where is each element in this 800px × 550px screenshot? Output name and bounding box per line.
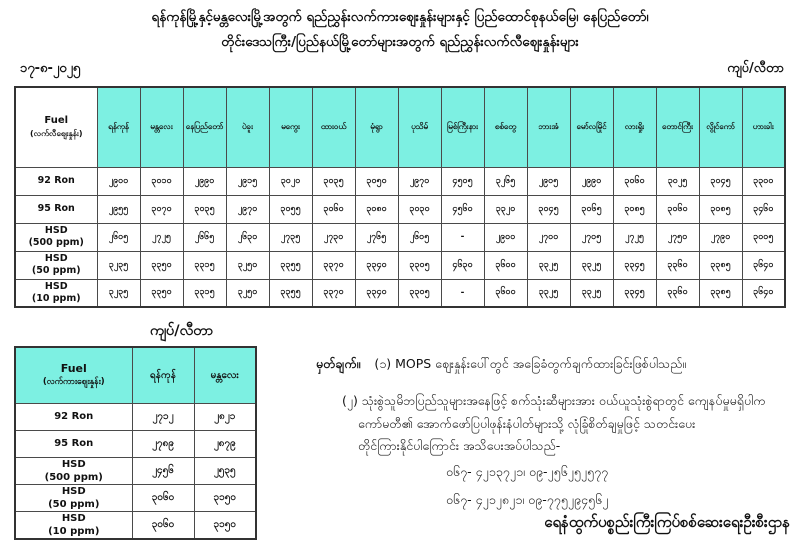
price-cell: ၃၆၀၀ [484,279,527,307]
price-row [15,251,785,279]
fuel-row-label: HSD (10 ppm) [15,511,132,539]
date-label: ၁၇-၈-၂၀၂၅ [20,61,81,76]
wholesale-table-body [15,403,256,539]
price-cell: ၃၃၅၅ [269,251,312,279]
city-header: ပဲခူး [226,87,269,167]
price-cell: ၂၇၁၂ [132,403,194,430]
price-cell: ၂၉၀၅ [527,167,570,195]
city-header: မကွေး [269,87,312,167]
unit-label-bottom: ကျပ်/လီတာ [150,323,214,339]
price-cell: ၂၉၇၀ [398,167,441,195]
price-cell: ၃၃၇၀ [312,279,355,307]
price-cell: ၂၉၇၀ [226,195,269,223]
price-cell: ၂၈၇၉ [194,430,256,457]
price-cell: ၃၁၅၀ [194,511,256,539]
price-cell: ၃၃၂၅ [527,251,570,279]
page-title-line2: တိုင်းဒေသကြီး/ပြည်နယ်မြို့တော်များအတွက် ရည်ညွှန်းလက်လီဈေးနှုန်းများ [221,34,579,50]
wholesale-header-row [15,347,256,403]
price-cell: ၂၉၁၅ [226,167,269,195]
city-header: ရန်ကုန် [97,87,140,167]
price-row [15,457,256,484]
price-cell: ၃၆၀၀ [484,251,527,279]
price-cell: ၂၉၀၀ [484,223,527,251]
price-cell: ၂၇၅၀ [656,223,699,251]
city-header: နေပြည်တော် [183,87,226,167]
price-cell: ၂၆၀၅ [398,223,441,251]
price-cell: ၃၃၄၀ [355,279,398,307]
price-cell: ၃၆၄၀ [742,279,785,307]
price-cell: ၄၆၃၀ [441,251,484,279]
price-row [15,195,785,223]
price-cell: ၃၀၄၅ [527,195,570,223]
fuel-row-label: 92 Ron [15,403,132,430]
department-signature: ရေနံထွက်ပစ္စည်းကြီးကြပ်စစ်ဆေးရေးဦးစီးဌာန [544,513,790,531]
city-header: ဘားအံ [527,87,570,167]
price-cell: ၃၃၀၅ [398,251,441,279]
notes-label: မှတ်ချက်။ [316,356,361,371]
retail-header-row [15,87,785,167]
price-cell: ၃၀၅၀ [355,167,398,195]
fuel-row-label: HSD (10 ppm) [15,279,97,307]
price-cell: ၂၇၃၀ [312,223,355,251]
phone-line-1: ၀၆၇- ၄၂၁၃၇၂၁၊ ၀၉-၂၅၆၂၅၂၅၇၇ [446,464,609,479]
price-cell: ၃၀၆၀ [613,167,656,195]
price-cell: ၃၃၄၅ [613,279,656,307]
note2-text-line: ကော်မတီ၏ အောက်ဖော်ပြပါဖုန်းနံပါတ်များသို့ လုံခြုံစိတ်ချမှုဖြင့် သတင်းပေး [358,415,696,431]
price-cell: ၂၈၂၁ [194,403,256,430]
city-header: ထားဝယ် [312,87,355,167]
phone-line-2: ၀၆၇- ၄၂၁၂၈၂၁၊ ၀၉-၇၇၅၂၉၄၅၆၂ [446,492,609,507]
city-header: မန္တလေး [194,347,256,403]
price-cell: ၃၃၁၅ [183,251,226,279]
city-header: မြစ်ကြီးနား [441,87,484,167]
price-cell: ၃၀၆၀ [312,195,355,223]
price-cell: ၃၀၂၅ [656,167,699,195]
price-cell: ၃၂၆၅ [484,167,527,195]
city-header: ဟားခါး [742,87,785,167]
price-cell: ၂၄၅၆ [132,457,194,484]
price-cell: ၃၃၀၀ [742,167,785,195]
city-header: လားရှိုး [613,87,656,167]
price-cell: ၂၇၃၅ [269,223,312,251]
price-row [15,430,256,457]
price-cell: ၃၀၀၅ [742,223,785,251]
city-header: စစ်တွေ [484,87,527,167]
note2-text-line: တိုင်ကြားနိုင်ပါကြောင်း အသိပေးအပ်ပါသည်- [358,438,561,453]
fuel-header-sub: (လက်ကားဈေးနှုန်း) [42,376,105,387]
price-cell: ၂၉၀၀ [97,167,140,195]
price-cell: ၄၅၀၅ [441,167,484,195]
price-row [15,167,785,195]
retail-table-body [15,167,785,307]
price-cell: ၂၇၂၅ [140,223,183,251]
price-cell: ၂၆၆၅ [183,223,226,251]
price-cell: ၂၇၂၅ [613,223,656,251]
price-cell: ၃၆၄၀ [742,251,785,279]
price-row [15,484,256,511]
price-cell: ၃၃၅၀ [140,251,183,279]
fuel-header-sub: (လက်လီဈေးနှုန်း) [30,128,83,138]
price-cell: ၃၃၆၀ [656,251,699,279]
price-row [15,511,256,539]
price-cell: ၃၀၈၀ [355,195,398,223]
price-cell: ၃၀၄၅ [699,167,742,195]
price-cell: ၄၅၆၀ [441,195,484,223]
price-cell: ၂၇၈၉ [132,430,194,457]
note-line-2 [342,390,800,458]
price-cell: ၃၃၅၅ [269,279,312,307]
price-cell: ၃၀၃၅ [312,167,355,195]
price-cell: ၂၆၀၅ [97,223,140,251]
price-cell: ၃၃၂၀ [484,195,527,223]
price-cell: ၃၃၈၅ [699,279,742,307]
price-cell: ၃၀၆၅ [570,195,613,223]
fuel-header-main: Fuel [60,361,87,375]
retail-price-table [14,86,786,308]
fuel-row-label: HSD (50 ppm) [15,484,132,511]
price-row [15,223,785,251]
price-cell: ၃၃၄၀ [355,251,398,279]
city-header: မုံရွာ [355,87,398,167]
fuel-column-header [15,347,132,403]
price-cell: ၂၇၆၅ [355,223,398,251]
price-cell: ၃၀၇၀ [140,195,183,223]
price-cell: ၃၃၂၅ [570,279,613,307]
price-cell: ၂၅၃၅ [194,457,256,484]
fuel-row-label: 95 Ron [15,195,97,223]
price-cell: ၃၂၃၅ [97,279,140,307]
city-header: မန္တလေး [140,87,183,167]
price-cell: ၃၄၆၀ [742,195,785,223]
price-cell: ၃၀၃၅ [183,195,226,223]
fuel-column-header [15,87,97,167]
price-cell: ၃၃၇၀ [312,251,355,279]
note2-text-line: (၂) သုံးစွဲသူမိဘပြည်သူများအနေဖြင့် စက်သုံးဆီများအား ဝယ်ယူသုံးစွဲရာတွင် ကျေနပ်မှုမရှိပါက [342,393,766,408]
fuel-row-label: HSD (500 ppm) [15,223,97,251]
note1-text: (၁) MOPS ဈေးနှုန်းပေါ်တွင် အခြေခံတွက်ချက်ထားခြင်းဖြစ်ပါသည်။ [374,356,687,371]
unit-label-top: ကျပ်/လီတာ [727,61,784,76]
price-cell: - [441,279,484,307]
fuel-row-label: 92 Ron [15,167,97,195]
fuel-row-label: HSD (50 ppm) [15,251,97,279]
price-cell: ၃၀၈၅ [699,195,742,223]
price-cell: ၂၉၅၅ [97,195,140,223]
price-cell: ၃၃၅၀ [140,279,183,307]
city-header: တောင်ကြီး [656,87,699,167]
price-cell: ၃၀၅၅ [269,195,312,223]
city-header: မော်လမြိုင် [570,87,613,167]
fuel-row-label: 95 Ron [15,430,132,457]
price-cell: ၂၇၀၀ [527,223,570,251]
price-cell: ၃၁၅၀ [194,484,256,511]
price-cell: ၂၉၉၀ [183,167,226,195]
price-cell: ၂၆၃၀ [226,223,269,251]
price-cell: ၃၃၆၀ [656,279,699,307]
price-cell: ၃၃၀၅ [398,279,441,307]
city-header: ရန်ကုန် [132,347,194,403]
price-cell: ၃၂၅၀ [226,279,269,307]
price-cell: ၂၇၉၀ [699,223,742,251]
price-row [15,403,256,430]
price-cell: ၃၀၈၅ [613,195,656,223]
price-cell: ၃၂၅၀ [226,251,269,279]
price-cell: ၃၃၈၅ [699,251,742,279]
price-cell: ၃၂၃၅ [97,251,140,279]
wholesale-price-table [14,346,257,540]
city-header: လွိုင်ကော် [699,87,742,167]
price-cell: ၃၃၄၅ [613,251,656,279]
price-cell: ၃၀၆၀ [656,195,699,223]
price-cell: ၃၀၂၀ [269,167,312,195]
price-cell: ၃၃၁၅ [183,279,226,307]
price-row [15,279,785,307]
price-cell: ၃၃၂၅ [570,251,613,279]
price-cell: ၃၀၆၀ [132,484,194,511]
fuel-row-label: HSD (500 ppm) [15,457,132,484]
city-header: ပုသိမ် [398,87,441,167]
price-cell: - [441,223,484,251]
price-cell: ၃၃၂၅ [527,279,570,307]
note-line-1 [316,356,794,375]
price-cell: ၃၀၃၀ [398,195,441,223]
fuel-header-main: Fuel [44,114,69,126]
price-cell: ၂၉၉၀ [570,167,613,195]
page-title-line1: ရန်ကုန်မြို့နှင့်မန္တလေးမြို့အတွက် ရည်ညွှန်းလက်ကားဈေးနှုန်းများနှင့် ပြည်ထောင်စုနယ်မြေ၊ နေပြည်တော်၊ [151,9,649,25]
price-cell: ၂၇၀၅ [570,223,613,251]
price-cell: ၃၀၆၀ [132,511,194,539]
price-cell: ၃၀၁၀ [140,167,183,195]
